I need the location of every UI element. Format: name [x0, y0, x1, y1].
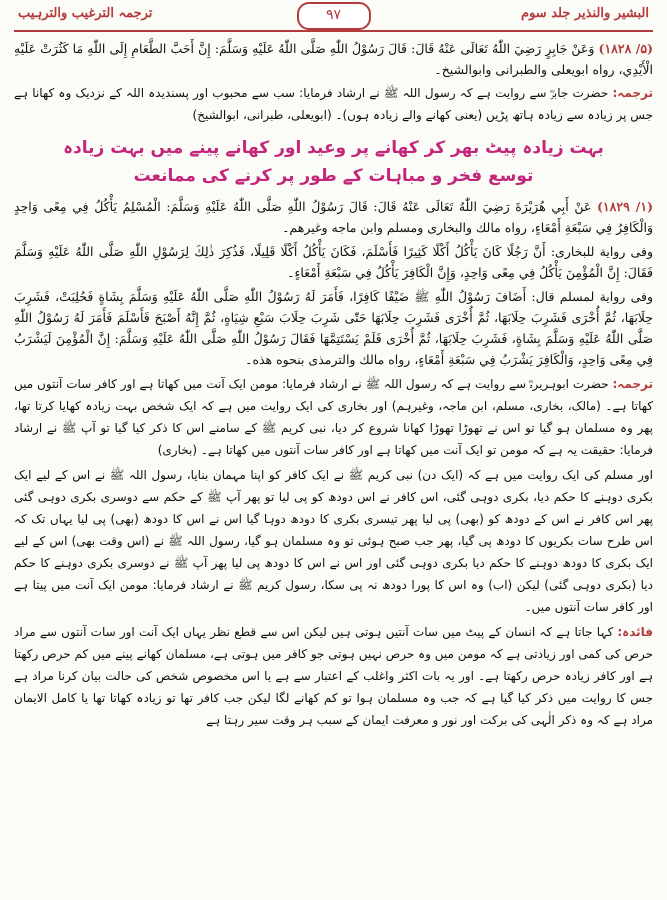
translation-text: حضرت جابرؓ سے روایت ہے کہ رسول اللہ ﷺ نے ارشاد فرمایا: سب سے محبوب اور پسندیدہ اللہ کے نزدیک وہ کھانا ہے جس پر زیادہ سے زیادہ ہاتھ پڑیں (یعنی کھانے والے زیادہ ہوں)۔ (ابویعلی، طبرانی، ابوالشیخ) — [14, 86, 653, 122]
section-heading — [14, 134, 653, 190]
hadith-1828-translation — [14, 82, 653, 126]
hadith-1829-arabic-2: وفى رواية للبخارى: أَنَّ رَجُلًا كَانَ يَأْكُلُ أَكْلًا كَثِيرًا فَأَسْلَمَ، فَكَانَ يَأْكُلُ أَكْلًا قَلِيلًا، فَذُكِرَ ذٰلِكَ لِرَسُوْلِ اللّٰهِ صَلَّى اللّٰهُ عَلَيْهِ وَسَلَّمَ فَقَالَ: إِنَّ الْمُؤْمِنَ يَأْكُلُ فِي مِعًى وَاحِدٍ، وَإِنَّ الْكَافِرَ يَأْكُلُ فِي سَبْعَةِ أَمْعَاءٍ۔ — [14, 244, 653, 280]
volume-title: البشیر والنذیر جلد سوم — [521, 6, 649, 21]
hadith-1829-arabic-3: وفى رواية لمسلم قال: أَضَافَ رَسُوْلُ اللّٰهِ ﷺ ضَيْفًا كَافِرًا، فَأَمَرَ لَهُ رَسُوْلُ اللّٰهِ صَلَّى اللّٰهُ عَلَيْهِ وَسَلَّمَ بِشَاةٍ فَحُلِبَتْ، فَشَرِبَ حِلَابَهَا، ثُمَّ أُخْرَى فَشَرِبَ حِلَابَهَا، ثُمَّ أُخْرَى فَشَرِبَ حِلَابَهَا حَتّٰى شَرِبَ حِلَابَ سَبْعِ شِيَاهٍ، ثُمَّ إِنَّهُ أَصْبَحَ فَأَسْلَمَ فَأَمَرَ لَهُ رَسُوْلُ اللّٰهِ صَلَّى اللّٰهُ عَلَيْهِ وَسَلَّمَ بِشَاةٍ، فَشَرِبَ حِلَابَهَا، ثُمَّ أُخْرَى فَلَمْ يَسْتَتِمَّهَا فَقَالَ رَسُوْلُ اللّٰهِ صَلَّى اللّٰهُ عَلَيْهِ وَسَلَّمَ: إِنَّ الْمُؤْمِنَ لَيَشْرَبُ فِي مِعًى وَاحِدٍ، وَالْكَافِرَ يَشْرَبُ فِي سَبْعَةِ أَمْعَاءٍ، رواه مالك والترمذى بنحوه هذه۔ — [14, 289, 653, 367]
arabic-text: وَعَنْ جَابِرٍ رَضِيَ اللّٰهُ تَعَالَى عَنْهُ قَالَ: قَالَ رَسُوْلُ اللّٰهِ صَلَّى اللّٰهُ عَلَيْهِ وَسَلَّمَ: إِنَّ أَحَبَّ الطَّعَامِ إِلَى اللّٰهِ مَا كَثُرَتْ عَلَيْهِ الْأَيْدِي، رواه ابويعلى والطبرانى وابوالشيخ۔ — [14, 41, 653, 77]
hadith-number: (۱/ ۱۸۲۹) — [597, 199, 654, 214]
hadith-1829-arabic-1 — [14, 196, 653, 238]
faida-note — [14, 621, 653, 731]
page-number: ۹۷ — [297, 2, 371, 30]
arabic-text: عَنْ أَبِي هُرَيْرَةَ رَضِيَ اللّٰهُ تَعَالَى عَنْهُ قَالَ: قَالَ رَسُوْلُ اللّٰهِ صَلَّى اللّٰهُ عَلَيْهِ وَسَلَّمَ: الْمُسْلِمُ يَأْكُلُ فِي مِعًى وَاحِدٍ وَالْكَافِرُ فِي سَبْعَةِ أَمْعَاءٍ، رواه مالك والبخارى ومسلم وابن ماجه وغيرهم۔ — [14, 199, 653, 235]
translation-label: ترجمہ: — [612, 377, 653, 391]
translation-text: حضرت ابوہریرہؓ سے روایت ہے کہ رسول اللہ ﷺ نے ارشاد فرمایا: مومن ایک آنت میں کھاتا ہے اور کافر سات آنتوں میں کھاتا ہے۔ (مالک، بخاری، مسلم، ابن ماجہ، وغیرہم) اور بخاری کی ایک روایت میں ہے کہ ایک شخص بہت زیادہ کھایا کرتا تھا، پھر وہ مسلمان ہو گیا تو اس نے تھوڑا تھوڑا کھانا شروع کر دیا، نبی کریم ﷺ کے سامنے اس کا ذکر کیا گیا تو آپ ﷺ نے ارشاد فرمایا: حقیقت یہ ہے کہ مومن تو ایک آنت میں کھاتا ہے اور کافر سات آنتوں میں کھاتا ہے۔ (بخاری) — [14, 377, 653, 457]
hadith-1829-translation-2: اور مسلم کی ایک روایت میں ہے کہ (ایک دن) نبی کریم ﷺ نے ایک کافر کو اپنا مہمان بنایا، رسول اللہ ﷺ نے اس کے لیے ایک بکری دوہنے کا حکم دیا، بکری دوہی گئی، اس کافر نے اس دودھ کو پی لیا تو پھر آپ ﷺ کے حکم سے دوسری بکری دوہی گئی پھر اس کافر نے اس کے دودھ کو (بھی) پی لیا پھر تیسری بکری کا دودھ دوہا گیا اس نے اس کا دودھ (بھی) پی لیا یہاں تک کہ اس طرح سات بکریوں کا دودھ پی گیا، پھر جب صبح ہوئی تو وہ مسلمان ہو گیا، رسول اللہ ﷺ نے (اس وقت بھی) اس کے لیے ایک بکری کا دودھ دوہنے کا حکم دیا بکری دوہی گئی اور اس نے اس کا دودھ پی لیا پھر آپ ﷺ نے دوسری بکری دوہنے کا حکم دیا (بکری دوہی گئی) لیکن (اب) وہ اس کا پورا دودھ نہ پی سکا، رسول کریم ﷺ نے ارشاد فرمایا: مومن ایک آنت میں پیتا ہے اور کافر سات آنتوں میں۔ — [14, 468, 653, 614]
hadith-1828-arabic — [14, 38, 653, 80]
page-header — [14, 0, 653, 32]
faida-text: کہا جاتا ہے کہ انسان کے پیٹ میں سات آنتیں ہوتی ہیں لیکن اس سے قطع نظر یہاں ایک آنت اور سات آنتوں سے مراد حرص کی کمی اور زیادتی ہے کہ مومن میں وہ حرص نہیں ہوتی جو کافر میں ہوتی ہے، مسلمان کھانے پینے میں کم حرص رکھتا ہے اور کافر زیادہ حرص رکھتا ہے۔ اور یہ بات اکثر واغلب کے اعتبار سے ہے یا اس مخصوص شخص کی حالت بیان کرنا مراد ہے جس کا روایت میں ذکر کیا گیا ہے کہ جب وہ مسلمان ہوا تو کم کھانے لگا لیکن جب کافر تھا تو زیادہ کھاتا تھا یا کامل الایمان مراد ہے کہ وہ ذکر الٰہی کی برکت اور نور و معرفت ایمان کے سبب ہر وقت سیر رہتا ہے — [14, 625, 653, 727]
section-heading-line-2: توسع فخر و مباہات کے طور پر کرنے کی ممانعت — [133, 166, 534, 186]
hadith-1829-translation-1 — [14, 373, 653, 461]
page-body — [14, 38, 653, 731]
book-title: ترجمہ الترغیب والترہیب — [18, 6, 153, 21]
translation-label: ترجمہ: — [612, 86, 653, 100]
hadith-number: (۵/ ۱۸۲۸) — [598, 41, 653, 56]
faida-label: فائدہ: — [617, 625, 653, 639]
section-heading-line-1: بہت زیادہ پیٹ بھر کر کھانے پر وعید اور کھانے پینے میں بہت زیادہ — [63, 138, 604, 158]
